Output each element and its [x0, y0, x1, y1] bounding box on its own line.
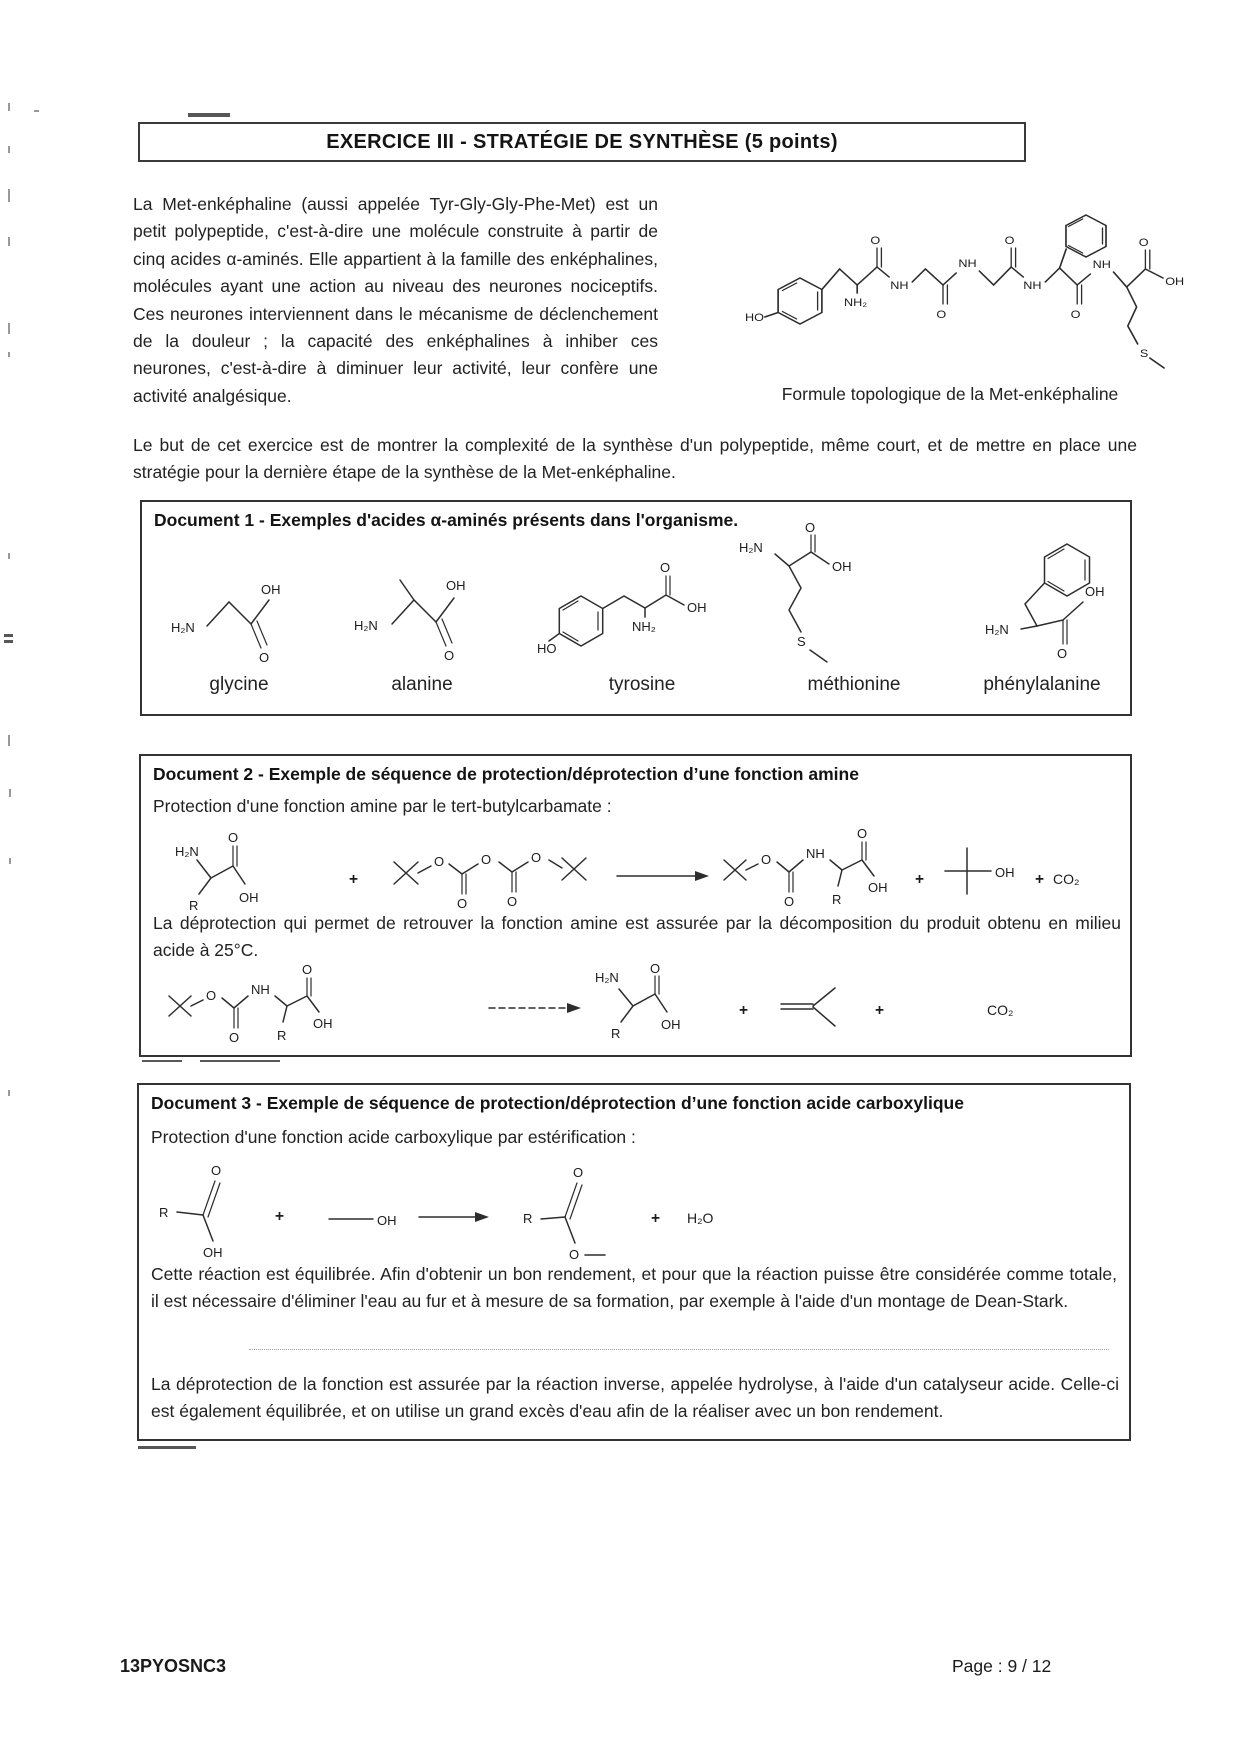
document-2-box [139, 754, 1132, 1057]
scan-artifact [9, 789, 11, 797]
scan-artifact [8, 103, 10, 111]
atom-label-ho: HO [745, 310, 764, 324]
double-bond [655, 976, 659, 994]
side-chain [1127, 287, 1138, 344]
scan-artifact [8, 146, 10, 153]
bonds [275, 996, 307, 1022]
scan-artifact [4, 640, 13, 643]
atom-label-r: R [523, 1211, 533, 1226]
bond [1011, 267, 1023, 277]
atom-label-h2n: H₂N [739, 540, 763, 555]
bond [1060, 249, 1067, 268]
tert-butyl-group [724, 860, 746, 880]
phenyl-ring [1066, 215, 1106, 257]
bond [251, 600, 269, 624]
atom-label-oh: OH [261, 582, 281, 597]
scan-dotted-line [249, 1349, 1109, 1350]
scan-artifact [8, 189, 10, 202]
molecule-name-glycine: glycine [209, 674, 269, 695]
bond [1127, 269, 1146, 287]
bond [233, 866, 245, 884]
bond [1063, 602, 1083, 620]
bond [862, 860, 874, 876]
scan-artifact [8, 1090, 10, 1096]
atom-label-s: S [797, 634, 806, 649]
alanine-structure [350, 550, 500, 675]
double-bond [811, 535, 815, 552]
bond [746, 864, 758, 870]
atom-label-o: O [444, 648, 455, 663]
atom-label-r: R [277, 1028, 287, 1043]
scan-artifact [4, 634, 13, 637]
atom-label-o: O [1138, 235, 1149, 249]
atom-label-o: O [650, 961, 661, 976]
document-1-box [140, 500, 1132, 716]
atom-label-o: O [784, 894, 795, 909]
double-bond [307, 978, 311, 996]
molecule-name-alanine: alanine [391, 674, 453, 695]
bond [1060, 268, 1078, 285]
bond [1021, 626, 1037, 629]
molecule-name-tyrosine: tyrosine [608, 674, 676, 695]
atom-label-h2n: H₂N [354, 618, 378, 633]
atom-label-oh: OH [687, 600, 707, 615]
co2-label: CO₂ [987, 1002, 1014, 1018]
plus-sign: + [915, 871, 925, 888]
double-bond [789, 872, 793, 892]
footer-page-number: Page : 9 / 12 [952, 1656, 1052, 1676]
scan-artifact [200, 1060, 280, 1062]
met-enkephaline-structure [745, 205, 1185, 380]
double-bond [1077, 285, 1081, 304]
atom-label-oh: OH [1165, 274, 1185, 288]
bond [549, 634, 559, 642]
arrow-head [567, 1003, 581, 1013]
atom-label-oh: OH [377, 1213, 397, 1228]
tert-butanol-group [945, 848, 991, 894]
atom-label-o: O [857, 826, 868, 841]
tyrosine-structure [537, 537, 747, 692]
atom-label-h2n: H₂N [985, 622, 1009, 637]
goal-paragraph: Le but de cet exercice est de montrer la complexité de la synthèse d'un polypeptide, même court, et de mettre en place une stratégie pour la dernière étape de la synthèse de la Met-enképhaline. [133, 435, 1137, 483]
atom-label-o: O [870, 233, 881, 247]
atom-label-o: O [228, 830, 239, 845]
bond [1077, 274, 1090, 285]
atom-label-nh: NH [1092, 257, 1111, 271]
atom-label-r: R [832, 892, 842, 907]
scan-artifact [8, 553, 10, 559]
bond [400, 580, 414, 600]
plus-sign: + [651, 1210, 661, 1227]
atom-label-r: R [159, 1205, 169, 1220]
plus-sign: + [349, 871, 359, 888]
bonds [830, 860, 862, 886]
bond [789, 860, 803, 872]
scan-artifact [8, 735, 10, 746]
methionine-structure [737, 522, 917, 697]
double-bond [862, 842, 866, 860]
bond [234, 996, 248, 1008]
atom-label-oh: OH [313, 1016, 333, 1031]
atom-label-nh2: NH₂ [844, 295, 868, 309]
atom-label-o: O [206, 988, 217, 1003]
atom-label-h2n: H₂N [595, 970, 619, 985]
atom-label-nh: NH [806, 846, 825, 861]
backbone [979, 267, 1011, 285]
exercise-title-box [138, 122, 1026, 162]
bond [191, 1000, 203, 1006]
atom-label-o: O [457, 896, 468, 911]
atom-label-h2n: H₂N [175, 844, 199, 859]
atom-label-o: O [302, 962, 313, 977]
document-2-middle-text: La déprotection qui permet de retrouver la fonction amine est assurée par la décomposition du produit obtenu en milieu acide à 25°C. [153, 913, 1121, 961]
atom-label-ho: HO [537, 641, 557, 656]
atom-label-o: O [761, 852, 772, 867]
bond [1045, 268, 1059, 282]
double-bond [565, 1183, 582, 1219]
bond [765, 313, 778, 318]
double-bond [666, 576, 670, 595]
atom-label-oh: OH [203, 1245, 223, 1260]
bond [811, 552, 829, 564]
bond [418, 866, 431, 873]
bond [541, 1217, 565, 1219]
phenol-ring [559, 596, 602, 646]
atom-label-o: O [569, 1247, 580, 1262]
page-title: EXERCICE III - STRATÉGIE DE SYNTHÈSE (5 points) [326, 131, 838, 153]
bond [449, 864, 462, 874]
bond [1150, 358, 1164, 368]
bonds [619, 989, 655, 1022]
bond [877, 267, 889, 277]
plus-sign: + [1035, 871, 1045, 888]
bond [1145, 269, 1163, 278]
double-bond [1063, 620, 1067, 644]
document-3-box [137, 1083, 1131, 1441]
document-3-paragraph-2: La déprotection de la fonction est assurée par la réaction inverse, appelée hydrolyse, à l'aide d'un catalyseur acide. Celle-ci est également équilibrée, et on utilise un grand excès d'eau afin de la réaliser avec un bon rendement. [151, 1374, 1119, 1422]
atom-label-r: R [611, 1026, 621, 1041]
bond [666, 595, 684, 605]
double-bond [943, 285, 947, 304]
molecule-name-methionine: méthionine [807, 674, 901, 695]
double-bond [436, 619, 452, 646]
bonds [813, 988, 835, 1026]
double-bond [877, 248, 881, 267]
atom-label-oh: OH [868, 880, 888, 895]
backbone [1025, 583, 1045, 626]
atom-label-nh: NH [890, 278, 909, 292]
bond [810, 650, 827, 662]
double-bond [1145, 250, 1149, 269]
scan-artifact [142, 1060, 182, 1062]
double-bond [512, 872, 516, 892]
atom-label-o: O [229, 1030, 240, 1045]
phenyl-ring [1045, 544, 1090, 596]
atom-label-r: R [189, 898, 199, 913]
scan-artifact [34, 110, 39, 112]
atom-label-nh: NH [1023, 278, 1042, 292]
side-chain [789, 566, 801, 632]
atom-label-h2n: H₂N [171, 620, 195, 635]
h2o-label: H₂O [687, 1210, 714, 1226]
double-bond [233, 846, 237, 866]
document-3-intro-line: Protection d'une fonction acide carboxylique par estérification : [151, 1127, 636, 1147]
bond [789, 552, 811, 566]
bond [549, 860, 562, 868]
scan-artifact [8, 323, 10, 334]
figure-caption: Formule topologique de la Met-enképhaline [781, 384, 1119, 404]
double-bond [234, 1008, 238, 1028]
atom-label-o: O [1004, 233, 1015, 247]
atom-label-oh: OH [661, 1017, 681, 1032]
molecule-name-phenylalanine: phénylalanine [983, 674, 1101, 695]
document-2-intro-line: Protection d'une fonction amine par le tert-butylcarbamate : [153, 796, 612, 816]
backbone [822, 267, 877, 290]
scan-artifact [8, 352, 10, 357]
atom-label-oh: OH [995, 865, 1015, 880]
scan-artifact [8, 237, 10, 246]
atom-label-o: O [434, 854, 445, 869]
double-bond [1011, 248, 1015, 267]
plus-sign: + [739, 1002, 749, 1019]
atom-label-o: O [1057, 646, 1068, 661]
bond [307, 996, 319, 1012]
bond [436, 598, 454, 622]
glycine-structure [167, 554, 317, 679]
atom-label-o: O [1070, 307, 1081, 321]
backbone [603, 595, 666, 609]
scan-artifact [9, 858, 11, 864]
phenylalanine-structure [947, 530, 1147, 695]
bond [943, 273, 956, 285]
atom-label-o: O [531, 850, 542, 865]
atom-label-o: O [573, 1165, 584, 1180]
protection-amine-scheme [149, 826, 1094, 914]
plus-sign: + [275, 1208, 285, 1225]
atom-label-nh2: NH₂ [632, 619, 656, 634]
tert-butyl-group [169, 996, 191, 1016]
document-3-paragraph-1: Cette réaction est équilibrée. Afin d'obtenir un bon rendement, et pour que la réaction puisse être considérée comme totale, il est nécessaire d'éliminer l'eau au fur et à mesure de sa formation, par exemple à l'aide d'un montage de Dean-Stark. [151, 1264, 1117, 1312]
tert-butyl-group [562, 858, 586, 880]
atom-label-oh: OH [239, 890, 259, 905]
intro-paragraph: La Met-enképhaline (aussi appelée Tyr-Gly-Gly-Phe-Met) est un petit polypeptide, c'est-à-dire une molécule construite à partir de cinq acides α-aminés. Elle appartient à la famille des enképhalines, molécules ayant une action au niveau des neurones nociceptifs. Ces neurones interviennent dans le mécanisme de déclenchement de la douleur ; la capacité des enképhalines à inhiber ces neurones, c'est-à-dire à diminuer leur activité, leur confère une activité analgésique. [133, 194, 658, 406]
tert-butyl-group [394, 862, 418, 884]
atom-label-nh: NH [251, 982, 270, 997]
atom-label-o: O [211, 1163, 222, 1178]
phenol-ring [778, 278, 822, 324]
arrow-head [695, 871, 709, 881]
scan-artifact [138, 1446, 196, 1449]
document-1-title: Document 1 - Exemples d'acides α-aminés présents dans l'organisme. [154, 510, 739, 530]
atom-label-o: O [805, 520, 816, 535]
atom-label-s: S [1139, 346, 1149, 360]
plus-sign: + [875, 1002, 885, 1019]
atom-label-o: O [936, 307, 947, 321]
footer-document-code: 13PYOSNC3 [120, 1656, 227, 1676]
backbone [392, 600, 436, 624]
esterification-scheme [151, 1153, 771, 1265]
backbone [912, 269, 943, 285]
scan-artifact [188, 113, 230, 117]
atom-label-nh: NH [958, 256, 977, 270]
double-bond [781, 1004, 813, 1009]
bond [512, 862, 528, 872]
atom-label-o: O [507, 894, 518, 909]
document-2-title: Document 2 - Exemple de séquence de protection/déprotection d’une fonction amine [153, 764, 859, 784]
atom-label-o: O [481, 852, 492, 867]
atom-label-o: O [660, 560, 671, 575]
co2-label: CO₂ [1053, 871, 1080, 887]
atom-label-o: O [259, 650, 270, 665]
arrow-head [475, 1212, 489, 1222]
bond [499, 862, 512, 872]
bond [222, 998, 234, 1008]
atom-label-oh: OH [446, 578, 466, 593]
double-bond [251, 621, 267, 648]
double-bond [203, 1181, 220, 1217]
bond [177, 1212, 203, 1215]
bond [203, 1215, 213, 1241]
document-3-title: Document 3 - Exemple de séquence de protection/déprotection d’une fonction acide carboxylique [151, 1093, 964, 1113]
bond [565, 1217, 575, 1243]
atom-label-oh: OH [832, 559, 852, 574]
bonds [197, 860, 233, 894]
backbone [207, 602, 251, 626]
deprotection-amine-scheme [149, 962, 1059, 1054]
bond [655, 994, 667, 1012]
atom-label-oh: OH [1085, 584, 1105, 599]
bond [777, 862, 789, 872]
bond [1037, 620, 1063, 626]
double-bond [462, 874, 466, 894]
bond [1114, 272, 1127, 287]
bond [775, 554, 789, 566]
bond [462, 864, 478, 874]
